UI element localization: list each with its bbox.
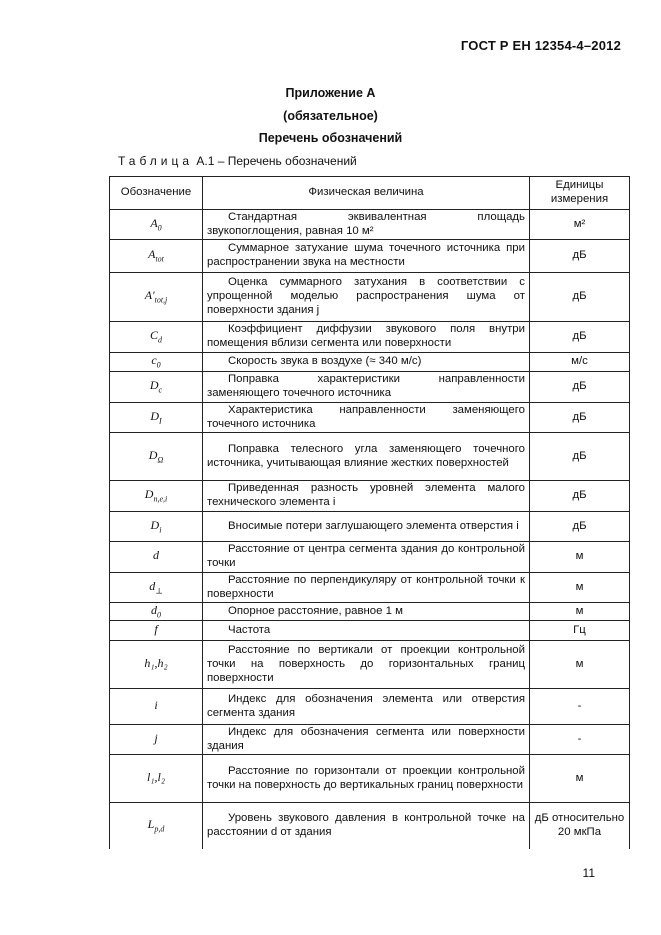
symbol-subscript: tot [155,254,164,264]
list-title: Перечень обозначений [258,131,403,145]
unit-cell: дБ относительно 20 мкПа [530,803,630,849]
table-row [110,603,630,621]
quantity-text: Частота [228,623,271,636]
quantity-cell [203,433,530,481]
table-row [110,689,630,725]
quantity-text: Индекс для обозначения элемента или отверстия сегмента здания [207,692,525,719]
quantity-cell [203,273,530,322]
quantity-cell [203,210,530,240]
quantity-cell [203,481,530,512]
table-row [110,322,630,353]
table-caption [118,154,357,168]
symbol: f [154,622,158,637]
symbol: d [153,548,159,563]
symbol: j [154,731,158,746]
symbol-subscript: I [159,416,162,426]
symbol-cell [110,755,203,803]
table-row [110,433,630,481]
quantity-cell [203,372,530,403]
symbol-cell [110,372,203,403]
quantity-text: Расстояние по горизонтали от проекции контрольной точки на поверхность до вертикальных границ поверхности [207,764,525,791]
symbol-cell [110,273,203,322]
quantity-text: Расстояние по вертикали от проекции контрольной точки на поверхность до горизонтальных границ поверхности [207,643,525,684]
quantity-text: Опорное расстояние, равное 1 м [228,604,403,617]
symbol-cell [110,621,203,641]
quantity-cell [203,542,530,573]
quantity-text: Поправка характеристики направленности заменяющего точечного источника [207,373,525,399]
symbol: D [148,447,158,462]
symbol-cell [110,433,203,481]
table-row [110,240,630,273]
symbol-cell [110,403,203,433]
symbol-subscript: 0 [157,223,162,233]
symbol-cell [110,603,203,621]
symbol-subscript: Ω [157,455,164,465]
table-row [110,621,630,641]
header-symbol: Обозначение [110,177,203,210]
symbol-cell [110,353,203,372]
document-code: ГОСТ Р ЕН 12354-4–2012 [460,38,621,53]
symbol: A' [144,288,155,303]
unit-cell: м [530,641,630,689]
quantity-cell [203,641,530,689]
symbol-subscript: ⊥ [155,586,163,596]
symbol: l₁,l₂ [146,770,165,785]
symbol-cell [110,512,203,542]
table-row [110,273,630,322]
unit-cell: дБ [530,512,630,542]
symbol-cell [110,481,203,512]
unit-cell: дБ [530,403,630,433]
unit-cell: м [530,755,630,803]
table-header-row [110,177,630,210]
symbol: A [150,215,158,230]
table-row [110,481,630,512]
symbol-subscript: 0 [156,360,161,370]
unit-cell: дБ [530,372,630,403]
quantity-text: Расстояние по перпендикуляру от контрольной точки к поверхности [207,573,525,600]
symbol: C [149,328,158,343]
symbol-subscript: 0 [157,610,161,620]
table-row [110,803,630,849]
symbol: D [150,408,159,423]
page-number: 11 [582,866,595,880]
quantity-text: Суммарное затухание шума точечного источника при распространении звука на местности [207,242,525,268]
symbol-cell [110,725,203,755]
symbol-subscript: p,d [154,824,165,834]
symbol-subscript: i [159,525,162,535]
symbol: D [150,517,160,532]
appendix-title: Приложение А [285,86,376,100]
quantity-cell [203,755,530,803]
symbol: c [151,353,157,368]
quantity-text: Стандартная эквивалентная площадь звукопоглощения, равная 10 м² [207,210,525,237]
symbol-cell [110,322,203,353]
quantity-text: Расстояние от центра сегмента здания до контрольной точки [207,543,525,569]
quantity-text: Скорость звука в воздухе (≈ 340 м/с) [228,355,422,368]
symbol: A [148,247,156,262]
quantity-cell [203,322,530,353]
caption-prefix: Таблица [118,154,194,168]
unit-cell: дБ [530,273,630,322]
header-quantity: Физическая величина [203,177,530,210]
quantity-cell [203,725,530,755]
table-row [110,542,630,573]
caption-text: А.1 – Перечень обозначений [196,154,357,168]
unit-cell: м² [530,210,630,240]
quantity-cell [203,512,530,542]
unit-cell: м [530,573,630,603]
quantity-cell [203,621,530,641]
symbol-cell [110,542,203,573]
quantity-cell [203,689,530,725]
unit-cell: дБ [530,322,630,353]
quantity-text: Поправка телесного угла заменяющего точечного источника, учитывающая влияние жестких поверхностей [207,442,525,469]
table-row [110,755,630,803]
unit-cell: м [530,603,630,621]
symbol: D [144,487,154,502]
quantity-cell [203,240,530,273]
quantity-text: Уровень звукового давления в контрольной точке на расстоянии d от здания [207,811,525,838]
table-row [110,512,630,542]
symbol-subscript: d [158,335,162,345]
table-row [110,353,630,372]
symbol: h₁,h₂ [144,656,168,671]
symbol-cell [110,803,203,849]
unit-cell: дБ [530,240,630,273]
symbol-subscript: c [158,385,163,395]
quantity-cell [203,603,530,621]
symbol: L [147,817,155,832]
symbol: i [154,698,158,713]
unit-cell: Гц [530,621,630,641]
symbol-cell [110,240,203,273]
quantity-cell [203,573,530,603]
quantity-text: Оценка суммарного затухания в соответствии с упрощенной моделью распространения шума от поверхности здания j [207,276,525,316]
quantity-text: Коэффициент диффузии звукового поля внутри помещения вблизи сегмента или поверхности [207,323,525,349]
unit-cell: м [530,542,630,573]
symbol: d [149,578,156,593]
header-units: Единицы измерения [530,177,630,210]
quantity-text: Индекс для обозначения сегмента или поверхности здания [207,725,525,752]
quantity-text: Приведенная разность уровней элемента малого технического элемента i [207,482,525,508]
unit-cell: - [530,689,630,725]
symbol-cell [110,689,203,725]
unit-cell: дБ [530,433,630,481]
symbol-cell [110,573,203,603]
symbol: D [149,378,159,393]
symbol-cell [110,641,203,689]
symbol-subscript: n,e,i [153,494,168,504]
quantity-cell [203,353,530,372]
unit-cell: - [530,725,630,755]
symbol: d [151,603,157,617]
quantity-text: Вносимые потери заглушающего элемента отверстия i [228,519,519,532]
symbol-cell [110,210,203,240]
quantity-text: Характеристика направленности заменяющего точечного источника [207,403,525,430]
unit-cell: м/с [530,353,630,372]
table-row [110,641,630,689]
table-row [110,573,630,603]
table-row [110,372,630,403]
quantity-cell [203,803,530,849]
appendix-status: (обязательное) [283,109,378,123]
table-row [110,403,630,433]
symbol-subscript: tot,j [154,295,168,305]
unit-cell: дБ [530,481,630,512]
symbols-table [109,176,630,849]
table-row [110,725,630,755]
quantity-cell [203,403,530,433]
table-row [110,210,630,240]
